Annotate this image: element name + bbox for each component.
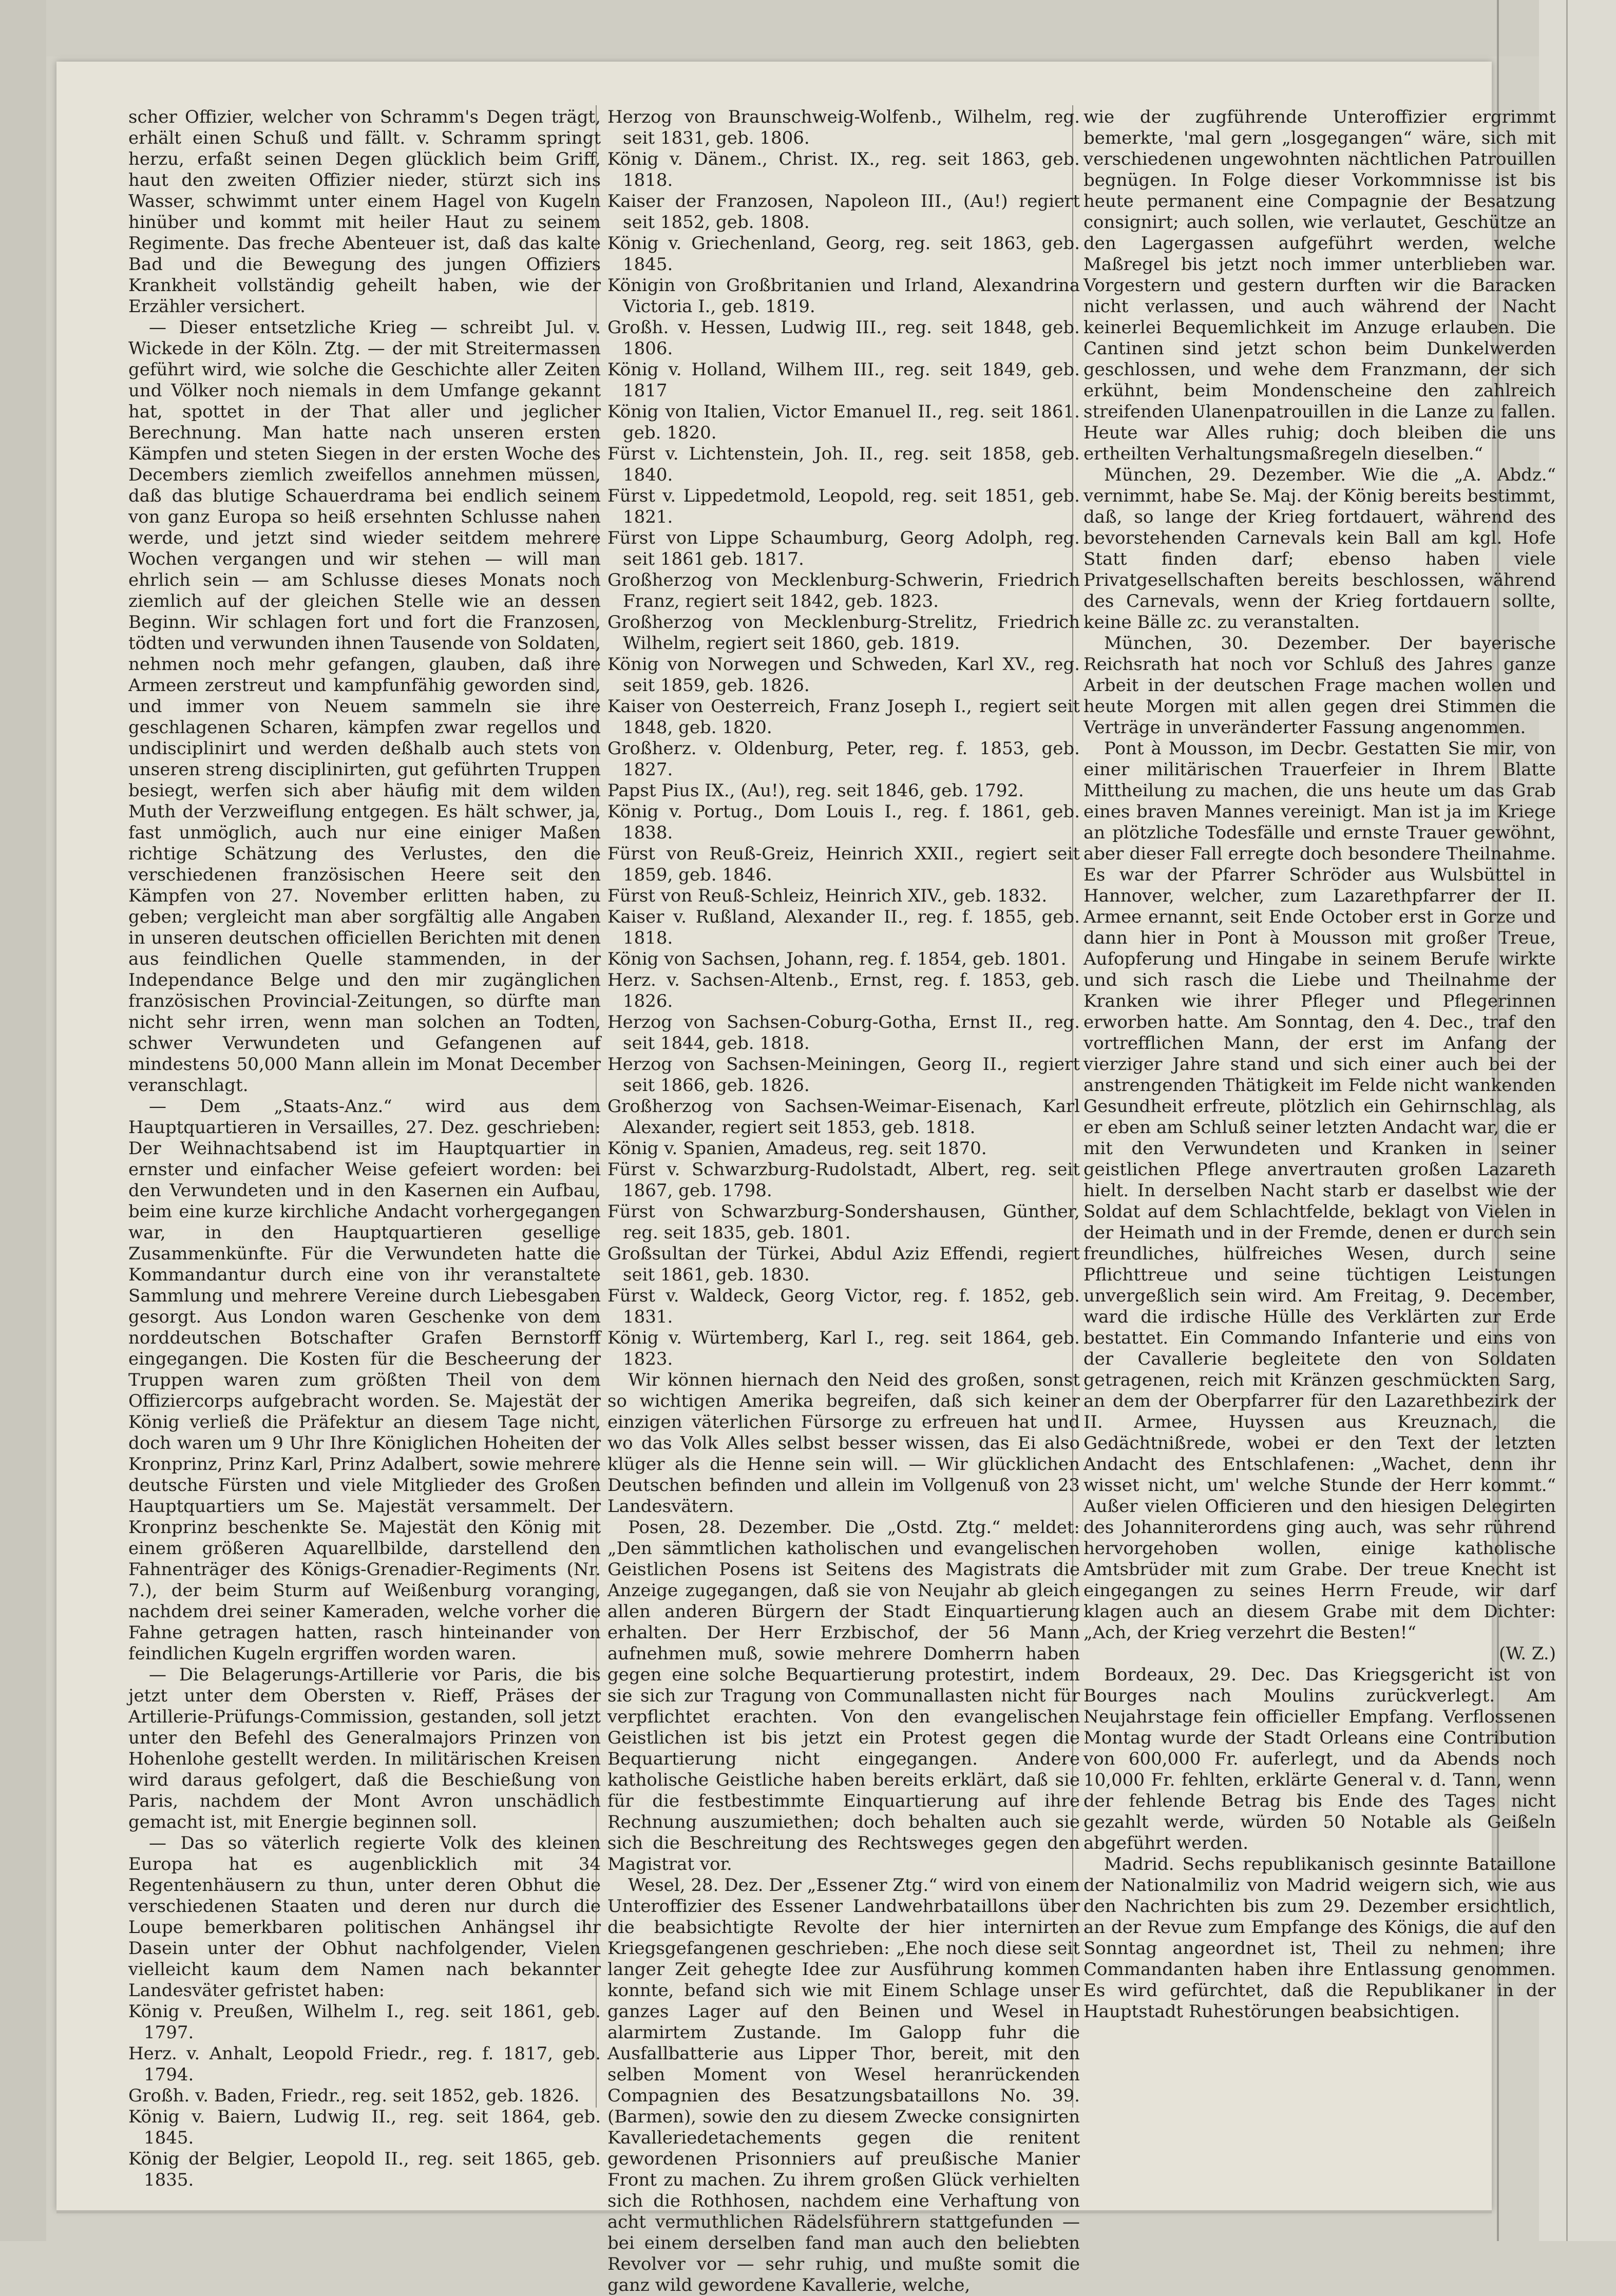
ruler-entry: König v. Dänem., Christ. IX., reg. seit 1863, geb. 1818. <box>607 149 1080 190</box>
paragraph: Wesel, 28. Dez. Der „Essener Ztg.“ wird von einem Unteroffizier des Essener Landwehrbataillons über die beabsichtigte Revolte der hier internirten Kriegsgefangenen geschrieben: „Ehe noch diese seit langer Zeit gehegte Idee zur Ausführung kommen konnte, befand sich wie mit Einem Schlage unser ganzes Lager auf den Beinen und Wesel in alarmirtem Zustande. Im Galopp fuhr die Ausfallbatterie aus Lipper Thor, bereit, mit den selben Moment von Wesel heranrückenden Compagnien des Besatzungsbataillons No. 39. (Barmen), sowie den zu diesem Zwecke consignirten Kavalleriedetachements gegen die renitent gewordenen Prisonniers auf preußische Manier Front zu machen. Zu ihrem großen Glück verhielten sich die Rothhosen, nachdem eine Verhaftung von acht vermuthlichen Rädelsführern stattgefunden — bei einem derselben fand man auch den beliebten Revolver vor — sehr ruhig, und mußte somit die ganz wild gewordene Kavallerie, welche, <box>607 1875 1080 2295</box>
ruler-entry: Königin von Großbritanien und Irland, Alexandrina Victoria I., geb. 1819. <box>607 275 1080 317</box>
paragraph: scher Offizier, welcher von Schramm's Degen trägt, erhält einen Schuß und fällt. v. Schramm springt herzu, erfaßt seinen Degen glücklich beim Griff, haut den zweiten Offizier nieder, stürzt sich ins Wasser, schwimmt unter einem Hagel von Kugeln hinüber und kommt mit heiler Haut zu seinem Regimente. Das freche Abenteuer ist, daß das kalte Bad und die Bewegung des jungen Offiziers Krankheit vollständig geheilt haben, wie der Erzähler versichert. <box>128 107 601 317</box>
column-2 <box>607 107 1080 2295</box>
paragraph: München, 29. Dezember. Wie die „A. Abdz.“ vernimmt, habe Se. Maj. der König bereits bestimmt, daß, so lange der Krieg fortdauert, während des bevorstehenden Carnevals kein Ball am kgl. Hofe Statt finden darf; ebenso haben viele Privatgesellschaften bereits beschlossen, während des Carnevals, wenn der Krieg fortdauern sollte, keine Bälle zc. zu veranstalten. <box>1083 465 1556 633</box>
ruler-entry: Herz. v. Sachsen-Altenb., Ernst, reg. f. 1853, geb. 1826. <box>607 970 1080 1011</box>
ruler-entry: Fürst von Reuß-Schleiz, Heinrich XIV., geb. 1832. <box>607 886 1048 906</box>
ruler-entry: König der Belgier, Leopold II., reg. seit 1865, geb. 1835. <box>128 2149 601 2190</box>
ruler-entry: Großherzog von Sachsen-Weimar-Eisenach, Karl Alexander, regiert seit 1853, geb. 1818. <box>607 1096 1080 1138</box>
ruler-entry: Herzog von Braunschweig-Wolfenb., Wilhelm, reg. seit 1831, geb. 1806. <box>607 107 1080 148</box>
ruler-entry: Kaiser der Franzosen, Napoleon III., (Au!) regiert seit 1852, geb. 1808. <box>607 191 1080 233</box>
column-1 <box>128 107 601 2190</box>
ruler-entry: Fürst von Lippe Schaumburg, Georg Adolph, reg. seit 1861 geb. 1817. <box>607 528 1080 569</box>
paragraph: — Dem „Staats-Anz.“ wird aus dem Hauptquartieren in Versailles, 27. Dez. geschrieben: Der Weihnachtsabend ist im Hauptquartier in ernster und einfacher Weise gefeiert worden: bei den Verwundeten und in den Kasernen ein Aufbau, beim eine kurze kirchliche Andacht vorhergegangen war, in den Hauptquartieren gesellige Zusammenkünfte. Für die Verwundeten hatte die Kommandantur durch eine von ihr veranstaltete Sammlung und mehrere Vereine durch Liebesgaben gesorgt. Aus London waren Geschenke von dem norddeutschen Botschafter Grafen Bernstorff eingegangen. Die Kosten für die Bescheerung der Truppen waren zum größten Theil von dem Offiziercorps aufgebracht worden. Se. Majestät der König verließ die Präfektur an diesem Tage nicht, doch waren um 9 Uhr Ihre Königlichen Hoheiten der Kronprinz, Prinz Karl, Prinz Adalbert, sowie mehrere deutsche Fürsten und viele Mitglieder des Großen Hauptquartiers um Se. Majestät versammelt. Der Kronprinz beschenkte Se. Majestät den König mit einem größeren Aquarellbilde, darstellend den Fahnenträger des Königs-Grenadier-Regiments (Nr. 7.), der beim Sturm auf Weißenburg voranging, nachdem drei seiner Kameraden, welche vorher die Fahne getragen hatten, rasch hinteinander von feindlichen Kugeln ergriffen worden waren. <box>128 1096 601 1664</box>
ruler-entry: König von Italien, Victor Emanuel II., reg. seit 1861. geb. 1820. <box>607 401 1080 443</box>
page-edge-shadow <box>1566 0 1568 2241</box>
signature: (W. Z.) <box>1499 1643 1556 1664</box>
paragraph: Wir können hiernach den Neid des großen, sonst so wichtigen Amerika begreifen, daß sich keiner einzigen väterlichen Fürsorge zu erfreuen hat und wo das Volk Alles selbst besser wissen, das Ei also klüger als die Henne sein will. — Wir glücklichen Deutschen befinden und allein im Vollgenuß von 23 Landesvätern. <box>607 1370 1080 1517</box>
ruler-entry: Großh. v. Baden, Friedr., reg. seit 1852, geb. 1826. <box>128 2085 580 2106</box>
ruler-entry: Großsultan der Türkei, Abdul Aziz Effendi, regiert seit 1861, geb. 1830. <box>607 1243 1080 1285</box>
paragraph: — Die Belagerungs-Artillerie vor Paris, die bis jetzt unter dem Obersten v. Rieff, Präses der Artillerie-Prüfungs-Commission, gestanden, soll jetzt unter den Befehl des Generalmajors Prinzen von Hohenlohe gestellt werden. In militärischen Kreisen wird daraus gefolgert, daß die Beschießung von Paris, nachdem der Mont Avron unschädlich gemacht ist, mit Energie beginnen soll. <box>128 1664 601 1832</box>
paragraph: — Dieser entsetzliche Krieg — schreibt Jul. v. Wickede in der Köln. Ztg. — der mit Streitermassen geführt wird, wie solche die Geschichte aller Zeiten und Völker noch niemals in dem Umfange gekannt hat, spottet in der That aller und jeglicher Berechnung. Man hatte nach unseren ersten Kämpfen und steten Siegen in der ersten Woche des Decembers ziemlich zweifellos annehmen müssen, daß das blutige Schauerdrama bei endlich seinem von ganz Europa so heiß ersehnten Schlusse nahen werde, und jetzt sind wieder seitdem mehrere Wochen vergangen und wir stehen — will man ehrlich sein — am Schlusse dieses Monats noch ziemlich auf der gleichen Stelle wie an dessen Beginn. Wir schlagen fort und fort die Franzosen, tödten und verwunden ihnen Tausende von Soldaten, nehmen noch mehr gefangen, glauben, daß ihre Armeen zerstreut und kampfunfähig geworden sind, und immer von Neuem sammeln sie ihre geschlagenen Scharen, kämpfen zwar regellos und undisciplinirt und werden deßhalb auch stets von unseren streng disciplinirten, gut geführten Truppen besiegt, werfen sich aber häufig mit dem wilden Muth der Verzweiflung entgegen. Es hält schwer, ja, fast unmöglich, auch nur eine einiger Maßen richtige Schätzung des Verlustes, den die verschiedenen französischen Heere seit den Kämpfen von 27. November erlitten haben, zu geben; vergleicht man aber sorgfältig alle Angaben in unseren deutschen officiellen Berichten mit denen aus feindlichen Quelle stammenden, in der Independance Belge und den mir zugänglichen französischen Provincial-Zeitungen, so dürfte man nicht sehr irren, wenn man solchen an Todten, schwer Verwundeten und Gefangenen auf mindestens 50,000 Mann allein im Monat December veranschlagt. <box>128 317 601 1096</box>
ruler-entry: Herzog von Sachsen-Coburg-Gotha, Ernst II., reg. seit 1844, geb. 1818. <box>607 1012 1080 1054</box>
ruler-entry: Herzog von Sachsen-Meiningen, Georg II., regiert seit 1866, geb. 1826. <box>607 1054 1080 1096</box>
ruler-entry: König v. Preußen, Wilhelm I., reg. seit 1861, geb. 1797. <box>128 2001 601 2043</box>
ruler-entry: Papst Pius IX., (Au!), reg. seit 1846, geb. 1792. <box>607 780 1024 801</box>
ruler-entry: Großherz. v. Oldenburg, Peter, reg. f. 1853, geb. 1827. <box>607 738 1080 780</box>
ruler-entry: Fürst v. Lichtenstein, Joh. II., reg. seit 1858, geb. 1840. <box>607 444 1080 485</box>
ruler-entry: König von Sachsen, Johann, reg. f. 1854, geb. 1801. <box>607 949 1067 969</box>
ruler-entry: König v. Griechenland, Georg, reg. seit 1863, geb. 1845. <box>607 233 1080 275</box>
ruler-entry: König v. Holland, Wilhem III., reg. seit 1849, geb. 1817 <box>607 359 1080 401</box>
ruler-entry: Fürst von Reuß-Greiz, Heinrich XXII., regiert seit 1859, geb. 1846. <box>607 844 1080 885</box>
ruler-entry: König v. Portug., Dom Louis I., reg. f. 1861, geb. 1838. <box>607 801 1080 843</box>
ruler-entry: König von Norwegen und Schweden, Karl XV., reg. seit 1859, geb. 1826. <box>607 654 1080 696</box>
paragraph: München, 30. Dezember. Der bayerische Reichsrath hat noch vor Schluß des Jahres ganze Arbeit in der deutschen Frage machen wollen und heute Morgen mit allen gegen drei Stimmen die Verträge in unveränderter Fassung angenommen. <box>1083 633 1556 738</box>
ruler-entry: König v. Baiern, Ludwig II., reg. seit 1864, geb. 1845. <box>128 2107 601 2148</box>
ruler-entry: Fürst v. Lippedetmold, Leopold, reg. seit 1851, geb. 1821. <box>607 486 1080 527</box>
column-3 <box>1083 107 1556 2094</box>
ruler-list <box>128 2001 601 2191</box>
paragraph: Posen, 28. Dezember. Die „Ostd. Ztg.“ meldet: „Den sämmtlichen katholischen und evangelischen Geistlichen Posens ist Seitens des Magistrats die Anzeige zugegangen, daß sie von Neujahr ab gleich allen anderen Bürgern der Stadt Einquartierung erhalten. Der Herr Erzbischof, der 56 Mann aufnehmen muß, sowie mehrere Domherrn haben gegen eine solche Bequartierung protestirt, indem sie sich zur Tragung von Communallasten nicht für verpflichtet erachten. Von den evangelischen Geistlichen ist bis jetzt ein Protest gegen die Bequartierung nicht eingegangen. Andere katholische Geistliche haben bereits erklärt, daß sie für die festbestimmte Einquartierung auf ihre Rechnung auszumiethen; doch behalten auch sie sich die Beschreitung des Rechtsweges gegen den Magistrat vor. <box>607 1517 1080 1874</box>
paragraph: Pont à Mousson, im Decbr. Gestatten Sie mir, von einer militärischen Trauerfeier in Ihrem Blatte Mittheilung zu machen, die uns heute um das Grab eines braven Mannes vereinigt. Man ist ja im Kriege an plötzliche Todesfälle und ernste Trauer gewöhnt, aber dieser Fall erregte doch besondere Theilnahme. Es war der Pfarrer Schröder aus Wulsbüttel in Hannover, welcher, zum Lazarethpfarrer der II. Armee ernannt, seit Ende October erst in Gorze und dann hier in Pont à Mousson mit großer Treue, Aufopferung und Hingabe in seinem Berufe wirkte und sich rasch die Liebe und Theilnahme der Kranken wie ihrer Pfleger und Pflegerinnen erworben hatte. Am Sonntag, den 4. Dec., traf den vortrefflichen Mann, der erst im Anfang der vierziger Jahre stand und sich einer auch bei der anstrengenden Thätigkeit im Felde nicht wankenden Gesundheit erfreute, plötzlich ein Gehirnschlag, als er eben am Schluß seiner letzten Andacht war, die er mit den Verwundeten und Kranken in seiner geistlichen Pflege anvertrauten großen Lazareth hielt. In derselben Nacht starb er daselbst wie der Soldat auf dem Schlachtfelde, beklagt von Vielen in der Heimath und in der Fremde, denen er durch sein freundliches, hülfreiches Wesen, durch seine Pflichttreue und seine tüchtigen Leistungen unvergeßlich sein wird. Am Freitag, 9. December, ward die irdische Hülle des Verklärten zur Erde bestattet. Ein Commando Infanterie und eins von der Cavallerie begleitete den von Soldaten getragenen, reich mit Kränzen geschmückten Sarg, an dem der Oberpfarrer für den Lazarethbezirk der II. Armee, Huyssen aus Kreuznach, die Gedächtnißrede, wobei er den Text der letzten Andacht des Entschlafenen: „Wachet, denn ihr wisset nicht, um' welche Stunde der Herr kommt.“ Außer vielen Officieren und den hiesigen Delegirten des Johanniterordens ging auch, was sehr rührend hervorgehoben wollen, einige katholische Amtsbrüder mit zum Grabe. Der treue Knecht ist eingegangen zu seines Herrn Freude, wir darf klagen auch an diesem Grabe mit dem Dichter: „Ach, der Krieg verzehrt die Besten!“ <box>1083 738 1556 1643</box>
ruler-entry: Fürst von Schwarzburg-Sondershausen, Günther, reg. seit 1835, geb. 1801. <box>607 1201 1080 1243</box>
ruler-entry: Kaiser v. Rußland, Alexander II., reg. f. 1855, geb. 1818. <box>607 907 1080 948</box>
ruler-entry: König v. Spanien, Amadeus, reg. seit 1870. <box>607 1138 987 1159</box>
paragraph: Bordeaux, 29. Dec. Das Kriegsgericht ist von Bourges nach Moulins zurückverlegt. Am Neujahrstage fein officieller Empfang. Verflossenen Montag wurde der Stadt Orleans eine Contribution von 600,000 Fr. auferlegt, und da Abends noch 10,000 Fr. fehlten, erklärte General v. d. Tann, wenn der fehlende Betrag bis Ende des Tages nicht gezahlt werde, würden 50 Notable als Geißeln abgeführt werden. <box>1083 1664 1556 1853</box>
ruler-entry: Fürst v. Schwarzburg-Rudolstadt, Albert, reg. seit 1867, geb. 1798. <box>607 1159 1080 1201</box>
scan-background-left <box>0 0 46 2241</box>
ruler-list <box>607 107 1080 1370</box>
paragraph: wie der zugführende Unteroffizier ergrimmt bemerkte, 'mal gern „losgegangen“ wäre, sich mit verschiedenen ungewohnten nächtlichen Patrouillen begnügen. In Folge dieser Vorkommnisse ist bis heute permanent eine Compagnie der Besatzung consignirt; auch sollen, wie verlautet, Geschütze an den Lagergassen aufgeführt werden, welche Maßregel bis jetzt noch immer unterblieben war. Vorgestern und gestern durften wir die Baracken nicht verlassen, und auch während der Nacht keinerlei Bequemlichkeit im Anzuge erlauben. Die Cantinen sind jetzt schon beim Dunkelwerden geschlossen, und wehe dem Franzmann, der sich erkühnt, beim Mondenscheine den zahlreich streifenden Ulanenpatrouillen in die Lanze zu fallen. Heute war Alles ruhig; doch bleiben die uns ertheilten Verhaltungsmaßregeln dieselben.“ <box>1083 107 1556 464</box>
ruler-entry: Großherzog von Mecklenburg-Strelitz, Friedrich Wilhelm, regiert seit 1860, geb. 1819. <box>607 612 1080 654</box>
paragraph: Madrid. Sechs republikanisch gesinnte Bataillone der Nationalmiliz von Madrid weigern sich, wie aus den Nachrichten bis zum 29. Dezember ersichtlich, an der Revue zum Empfange des Königs, die auf den Sonntag angeordnet ist, Theil zu nehmen; ihre Commandanten haben ihre Entlassung genommen. Es wird gefürchtet, daß die Republikaner in der Hauptstadt Ruhestörungen beabsichtigen. <box>1083 1854 1556 2022</box>
ruler-entry: König v. Würtemberg, Karl I., reg. seit 1864, geb. 1823. <box>607 1328 1080 1369</box>
ruler-entry: Großh. v. Hessen, Ludwig III., reg. seit 1848, geb. 1806. <box>607 317 1080 359</box>
ruler-entry: Herz. v. Anhalt, Leopold Friedr., reg. f. 1817, geb. 1794. <box>128 2043 601 2085</box>
ruler-entry: Kaiser von Oesterreich, Franz Joseph I., regiert seit 1848, geb. 1820. <box>607 696 1080 738</box>
ruler-entry: Fürst v. Waldeck, Georg Victor, reg. f. 1852, geb. 1831. <box>607 1286 1080 1327</box>
scan-background-top <box>0 0 1616 56</box>
paragraph: — Das so väterlich regierte Volk des kleinen Europa hat es augenblicklich mit 34 Regentenhäusern zu thun, unter deren Obhut die verschiedenen Staaten und deren nur durch die Loupe bemerkbaren politischen Anhängsel ihr Dasein unter der Obhut nachfolgender, Vielen vielleicht kaum dem Namen nach bekannter Landesväter gefristet haben: <box>128 1833 601 2001</box>
ruler-entry: Großherzog von Mecklenburg-Schwerin, Friedrich Franz, regiert seit 1842, geb. 1823. <box>607 570 1080 611</box>
